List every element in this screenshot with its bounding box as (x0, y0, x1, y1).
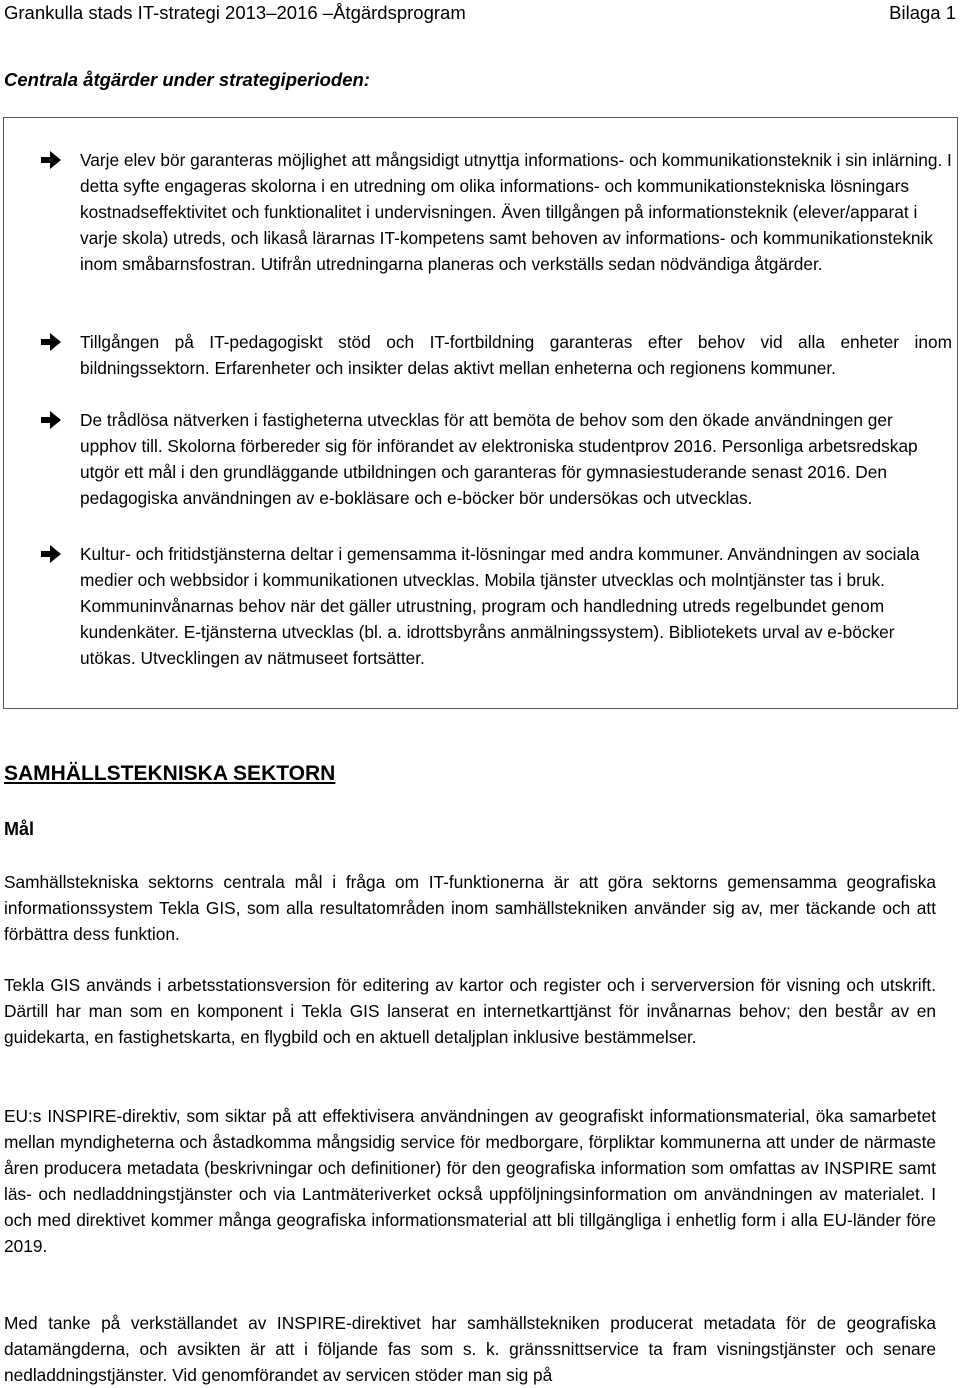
paragraph: Tekla GIS används i arbetsstationsversion för editering av kartor och register och i serverversion för visning och utskrift. Därtill har man som en komponent i Tekla GIS lanserat en internetkarttjänst för invånarnas behov; den består av en guidekarta, en fastighetskarta, en flygbild och en aktuell detaljplan inklusive bestämmelser. (4, 975, 936, 1047)
goal-heading: Mål (4, 819, 35, 839)
arrow-right-icon (40, 150, 62, 170)
arrow-right-icon (40, 544, 62, 564)
bullet-text: Tillgången på IT-pedagogiskt stöd och IT-fortbildning garanteras efter behov vid alla enheter inom bildningssektorn. Erfarenheter och insikter delas aktivt mellan enheterna och regionens kommuner. (80, 332, 952, 378)
paragraph: Samhällstekniska sektorns centrala mål i fråga om IT-funktionerna är att göra sektorns gemensamma geografiska informationssystem Tekla GIS, som alla resultatområden inom samhällstekniken använder sig av, mer täckande och att förbättra dess funktion. (4, 872, 936, 944)
measures-box (3, 117, 958, 709)
bullet-text: Varje elev bör garanteras möjlighet att mångsidigt utnyttja informations- och kommunikationsteknik i sin inlärning. I detta syfte engageras skolorna i en utredning om olika informations- och kommunikationstekniska lösningars kostnadseffektivitet och funktionalitet i undervisningen. Även tillgången på informationsteknik (elever/apparat i varje skola) utreds, och likaså lärarnas IT-kompetens samt behoven av informations- och kommunikationsteknik inom småbarnsfostran. Utifrån utredningarna planeras och verkställs sedan nödvändiga åtgärder. (80, 150, 952, 274)
document-title: Grankulla stads IT-strategi 2013–2016 –Åtgärdsprogram (4, 2, 466, 23)
arrow-right-icon (40, 410, 62, 430)
paragraph: Med tanke på verkställandet av INSPIRE-direktivet har samhällstekniken producerat metadata för de geografiska datamängderna, och avsikten är att i följande fas som s. k. gränssnittservice ta fram visningstjänster och senare nedladdningstjänster. Vid genomförandet av servicen stöder man sig på (4, 1313, 936, 1385)
measures-subtitle: Centrala åtgärder under strategiperioden: (4, 69, 370, 90)
bullet-text: De trådlösa nätverken i fastigheterna utvecklas för att bemöta de behov som den ökade användningen ger upphov till. Skolorna förbereder sig för införandet av elektroniska studentprov 2016. Personliga arbetsredskap utgör ett mål i den grundläggande utbildningen och garanteras för gymnasiestuderande senast 2016. Den pedagogiska användningen av e-bokläsare och e-böcker bör undersökas och utvecklas. (80, 410, 918, 508)
arrow-right-icon (40, 332, 62, 352)
bullet-text: Kultur- och fritidstjänsterna deltar i gemensamma it-lösningar med andra kommuner. Användningen av sociala medier och webbsidor i kommunikationen utvecklas. Mobila tjänster utvecklas och molntjänster tas i bruk. Kommuninvånarnas behov när det gäller utrustning, program och handledning utreds regelbundet genom kundenkäter. E-tjänsterna utvecklas (bl. a. idrottsbyråns anmälningssystem). Bibliotekets urval av e-böcker utökas. Utvecklingen av nätmuseet fortsätter. (80, 544, 920, 668)
page-header (4, 0, 956, 26)
paragraph: EU:s INSPIRE-direktiv, som siktar på att effektivisera användningen av geografiskt informationsmaterial, öka samarbetet mellan myndigheterna och åstadkomma mångsidig service för medborgare, förpliktar kommunerna att under de närmaste åren producera metadata (beskrivningar och definitioner) för den geografiska information som omfattas av INSPIRE samt läs- och nedladdningstjänster och via Lantmäteriverket också uppföljningsinformation om användningen av materialet. I och med direktivet kommer många geografiska informationsmaterial att bli tillgängliga i enhetlig form i alla EU-länder före 2019. (4, 1106, 936, 1256)
appendix-label: Bilaga 1 (889, 2, 956, 23)
section-heading: SAMHÄLLSTEKNISKA SEKTORN (4, 762, 336, 785)
